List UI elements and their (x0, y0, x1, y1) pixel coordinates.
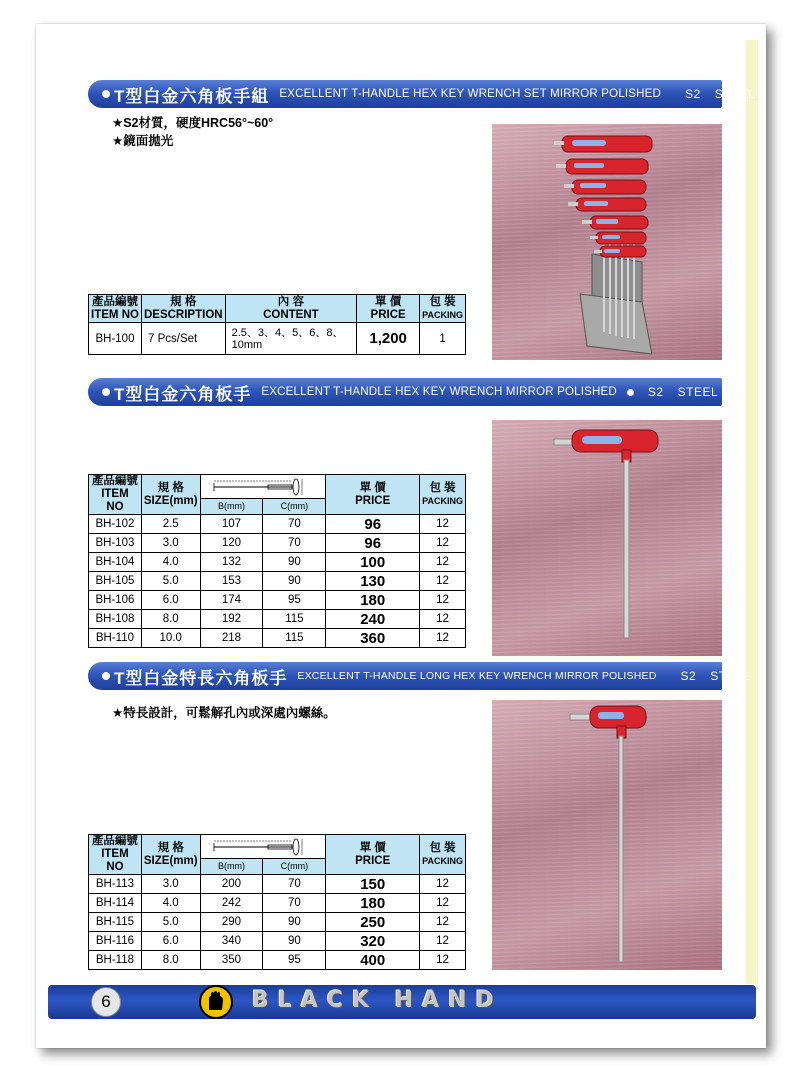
cell-b: 290 (200, 913, 263, 932)
bullet-dot-icon (627, 389, 634, 396)
cell-price: 100 (326, 553, 420, 572)
header-price (326, 835, 420, 875)
table-row (89, 894, 466, 913)
cell-packing: 12 (420, 875, 466, 894)
section-1-steel-word: STEEL (714, 87, 756, 101)
cell-price: 96 (326, 515, 420, 534)
table-row (89, 913, 466, 932)
cell-packing: 12 (420, 932, 466, 951)
section-1-title-zh: T型白金六角板手組 (114, 86, 270, 106)
cell-packing: 12 (420, 591, 466, 610)
header-dimension-diagram (200, 475, 326, 499)
bullet-dot-icon (102, 388, 110, 396)
cell-c: 70 (263, 534, 326, 553)
header-packing (420, 835, 466, 875)
cell-b: 350 (200, 951, 263, 970)
black-hand-logo-icon (196, 984, 236, 1020)
header-price-zh: 單 價 (375, 295, 402, 308)
cell-item: BH-108 (89, 610, 142, 629)
cell-b: 340 (200, 932, 263, 951)
header-item-en: ITEM NO (101, 488, 129, 513)
page-number: 6 (91, 987, 121, 1017)
section-3-title-bar (88, 662, 751, 690)
product-photo-single (492, 420, 722, 656)
section-3-bullets (112, 704, 336, 722)
cell-b: 242 (200, 894, 263, 913)
cell-c: 115 (263, 629, 326, 648)
bullet-dot-icon (102, 672, 110, 680)
header-b: B(mm) (200, 499, 263, 515)
header-packing-zh: 包 裝 (429, 841, 456, 854)
cell-b: 200 (200, 875, 263, 894)
table-header-row (89, 295, 466, 323)
table-row (89, 875, 466, 894)
cell-size: 6.0 (141, 932, 200, 951)
cell-item: BH-115 (89, 913, 142, 932)
cell-packing: 12 (420, 913, 466, 932)
header-price-en: PRICE (355, 494, 391, 507)
cell-price: 180 (326, 591, 420, 610)
hex-key-dimension-icon (208, 837, 318, 857)
table-header-row (89, 475, 466, 499)
cell-item: BH-104 (89, 553, 142, 572)
cell-packing: 12 (420, 629, 466, 648)
cell-item: BH-110 (89, 629, 142, 648)
cell-c: 70 (263, 875, 326, 894)
cell-c: 90 (263, 572, 326, 591)
table-row (89, 610, 466, 629)
header-desc (141, 295, 225, 323)
cell-price: 180 (326, 894, 420, 913)
section-3-steel-word: STEEL (710, 669, 751, 683)
header-item (89, 295, 142, 323)
cell-size: 4.0 (141, 894, 200, 913)
header-c: C(mm) (263, 499, 326, 515)
cell-size: 4.0 (141, 553, 200, 572)
bullet-item: ★鏡面拋光 (112, 134, 174, 148)
cell-c: 115 (263, 610, 326, 629)
header-item (89, 835, 142, 875)
cell-packing: 12 (420, 951, 466, 970)
cell-c: 90 (263, 553, 326, 572)
cell-b: 192 (200, 610, 263, 629)
cell-packing: 12 (420, 553, 466, 572)
table-row (89, 553, 466, 572)
section-2-steel: S2 (647, 385, 664, 399)
wrench-set-illustration (492, 124, 722, 360)
section-3-title-en: EXCELLENT T-HANDLE LONG HEX KEY WRENCH MIRROR POLISHED (297, 670, 657, 682)
section-1-table (88, 294, 466, 355)
cell-c: 95 (263, 951, 326, 970)
brand-name: BLACK HAND (252, 988, 503, 1013)
cell-packing: 12 (420, 610, 466, 629)
cell-price: 400 (326, 951, 420, 970)
cell-item: BH-113 (89, 875, 142, 894)
bullet-dot-icon (102, 90, 110, 98)
header-size-en: SIZE(mm) (143, 494, 198, 507)
header-item-zh: 產品編號 (91, 475, 138, 487)
header-packing-zh: 包 裝 (429, 295, 456, 308)
cell-item: BH-105 (89, 572, 142, 591)
cell-item: BH-102 (89, 515, 142, 534)
header-price (357, 295, 420, 323)
cell-item: BH-106 (89, 591, 142, 610)
cell-size: 8.0 (141, 951, 200, 970)
hex-key-dimension-icon (208, 477, 318, 497)
header-content-zh: 內 容 (277, 295, 304, 308)
cell-price: 150 (326, 875, 420, 894)
cell-packing: 1 (420, 323, 466, 355)
cell-size: 3.0 (141, 534, 200, 553)
section-1-bullets (112, 114, 273, 150)
header-content-en: CONTENT (263, 308, 319, 321)
cell-packing: 12 (420, 515, 466, 534)
section-2-steel-word: STEEL (677, 385, 719, 399)
product-photo-long (492, 700, 722, 970)
header-packing-en: PACKING (422, 309, 463, 320)
cell-price: 1,200 (357, 323, 420, 355)
cell-size: 5.0 (141, 572, 200, 591)
table-row (89, 629, 466, 648)
cell-c: 90 (263, 913, 326, 932)
cell-price: 360 (326, 629, 420, 648)
product-photo-set (492, 124, 722, 360)
section-3-title-zh: T型白金特長六角板手 (114, 668, 288, 688)
table-row (89, 951, 466, 970)
header-price-en: PRICE (355, 854, 391, 867)
cell-price: 240 (326, 610, 420, 629)
section-3-steel: S2 (680, 669, 697, 683)
header-item-zh: 產品編號 (91, 835, 138, 847)
cell-item: BH-116 (89, 932, 142, 951)
cell-price: 130 (326, 572, 420, 591)
header-content (225, 295, 357, 323)
section-2-title-en: EXCELLENT T-HANDLE HEX KEY WRENCH MIRROR POLISHED (261, 386, 617, 398)
cell-packing: 12 (420, 894, 466, 913)
section-2-table (88, 474, 466, 648)
header-item-en: ITEM NO (91, 308, 139, 321)
t-handle-wrench-illustration (492, 420, 722, 656)
header-size (141, 475, 200, 515)
header-price-zh: 單 價 (359, 841, 386, 854)
cell-desc: 7 Pcs/Set (141, 323, 225, 355)
header-item-en: ITEM NO (101, 848, 129, 873)
cell-c: 95 (263, 591, 326, 610)
cell-size: 2.5 (141, 515, 200, 534)
section-1-title-bar (88, 80, 756, 108)
section-2-title-bar (88, 378, 722, 406)
header-size (141, 835, 200, 875)
header-b: B(mm) (200, 859, 263, 875)
cell-b: 153 (200, 572, 263, 591)
header-packing (420, 475, 466, 515)
cell-b: 132 (200, 553, 263, 572)
header-size-en: SIZE(mm) (143, 854, 198, 867)
side-strip (746, 40, 758, 984)
table-row (89, 572, 466, 591)
section-1-title-en: EXCELLENT T-HANDLE HEX KEY WRENCH SET MIRROR POLISHED (279, 88, 662, 100)
bullet-item: ★S2材質，硬度HRC56°~60° (112, 116, 274, 130)
header-price-en: PRICE (370, 308, 406, 321)
cell-item: BH-100 (89, 323, 142, 355)
cell-price: 96 (326, 534, 420, 553)
header-price-zh: 單 價 (359, 481, 386, 494)
header-c: C(mm) (263, 859, 326, 875)
header-size-zh: 規 格 (157, 481, 184, 494)
section-1-steel: S2 (685, 87, 701, 101)
header-item (89, 475, 142, 515)
cell-c: 90 (263, 932, 326, 951)
cell-size: 5.0 (141, 913, 200, 932)
header-packing-en: PACKING (422, 855, 463, 866)
cell-size: 8.0 (141, 610, 200, 629)
section-3-table (88, 834, 466, 970)
header-desc-en: DESCRIPTION (143, 308, 223, 321)
cell-item: BH-103 (89, 534, 142, 553)
cell-price: 320 (326, 932, 420, 951)
cell-c: 70 (263, 515, 326, 534)
cell-c: 70 (263, 894, 326, 913)
section-2-title-zh: T型白金六角板手 (114, 384, 252, 404)
header-packing-zh: 包 裝 (429, 481, 456, 494)
header-dimension-diagram (200, 835, 326, 859)
header-packing (420, 295, 466, 323)
cell-b: 174 (200, 591, 263, 610)
cell-size: 10.0 (141, 629, 200, 648)
cell-b: 107 (200, 515, 263, 534)
bullet-item: ★特長設計，可鬆解孔內或深處內螺絲。 (112, 706, 336, 720)
cell-b: 120 (200, 534, 263, 553)
long-t-handle-wrench-illustration (492, 700, 722, 970)
table-row (89, 323, 466, 355)
cell-item: BH-114 (89, 894, 142, 913)
cell-packing: 12 (420, 572, 466, 591)
header-desc-zh: 規 格 (170, 295, 197, 308)
cell-content: 2.5、3、4、5、6、8、10mm (225, 323, 357, 355)
table-header-row (89, 835, 466, 859)
header-price (326, 475, 420, 515)
cell-item: BH-118 (89, 951, 142, 970)
cell-b: 218 (200, 629, 263, 648)
cell-size: 6.0 (141, 591, 200, 610)
cell-size: 3.0 (141, 875, 200, 894)
header-size-zh: 規 格 (157, 841, 184, 854)
table-row (89, 534, 466, 553)
table-row (89, 515, 466, 534)
cell-packing: 12 (420, 534, 466, 553)
table-row (89, 591, 466, 610)
cell-price: 250 (326, 913, 420, 932)
header-item-zh: 產品編號 (91, 295, 138, 308)
header-packing-en: PACKING (422, 495, 463, 506)
table-row (89, 932, 466, 951)
